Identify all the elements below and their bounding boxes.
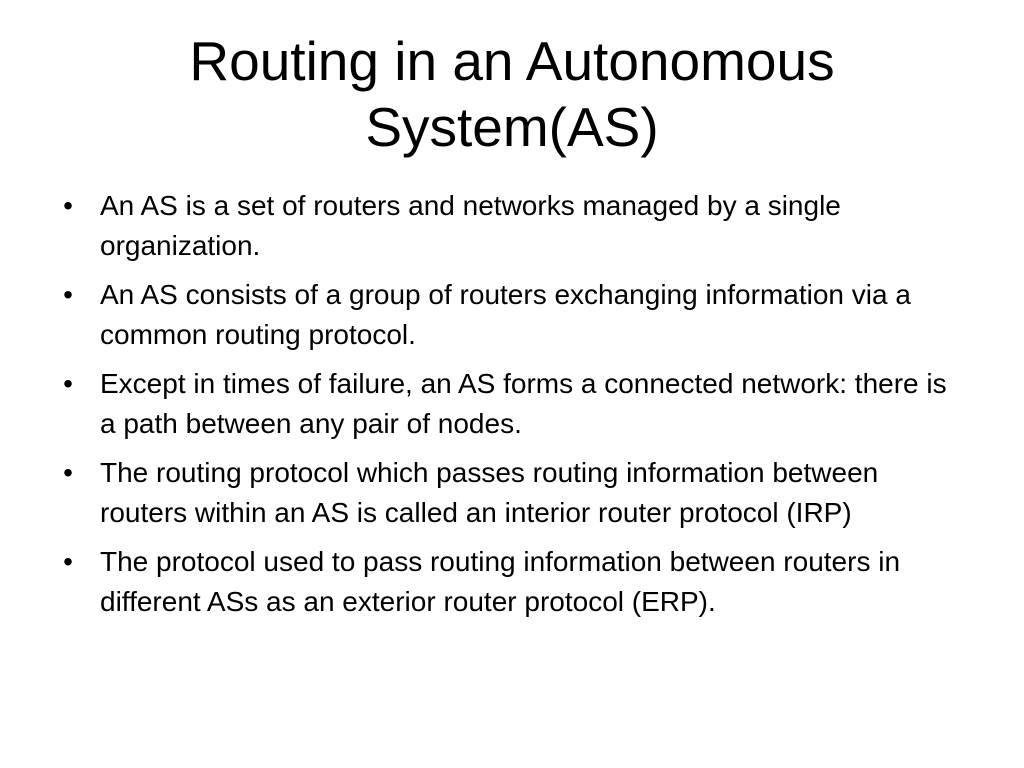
bullet-icon: • xyxy=(63,457,73,488)
bullet-item xyxy=(58,542,958,622)
bullet-icon: • xyxy=(63,190,73,221)
bullet-item xyxy=(58,186,958,266)
bullet-item xyxy=(58,364,958,444)
bullet-text: The protocol used to pass routing information between routers in different ASs as an exterior router protocol (ERP). xyxy=(100,546,901,617)
bullet-icon: • xyxy=(63,546,73,577)
bullet-item xyxy=(58,453,958,533)
bullet-icon: • xyxy=(63,279,73,310)
bullet-text: Except in times of failure, an AS forms a connected network: there is a path between any pair of nodes. xyxy=(100,368,947,439)
bullet-icon: • xyxy=(63,368,73,399)
bullet-list xyxy=(58,186,958,631)
slide-title: Routing in an Autonomous System(AS) xyxy=(189,30,835,158)
bullet-text: The routing protocol which passes routing information between routers within an AS is called an interior router protocol (IRP) xyxy=(100,457,879,528)
bullet-item xyxy=(58,275,958,355)
bullet-text: An AS consists of a group of routers exchanging information via a common routing protocol. xyxy=(100,279,911,350)
bullet-text: An AS is a set of routers and networks managed by a single organization. xyxy=(100,190,841,261)
